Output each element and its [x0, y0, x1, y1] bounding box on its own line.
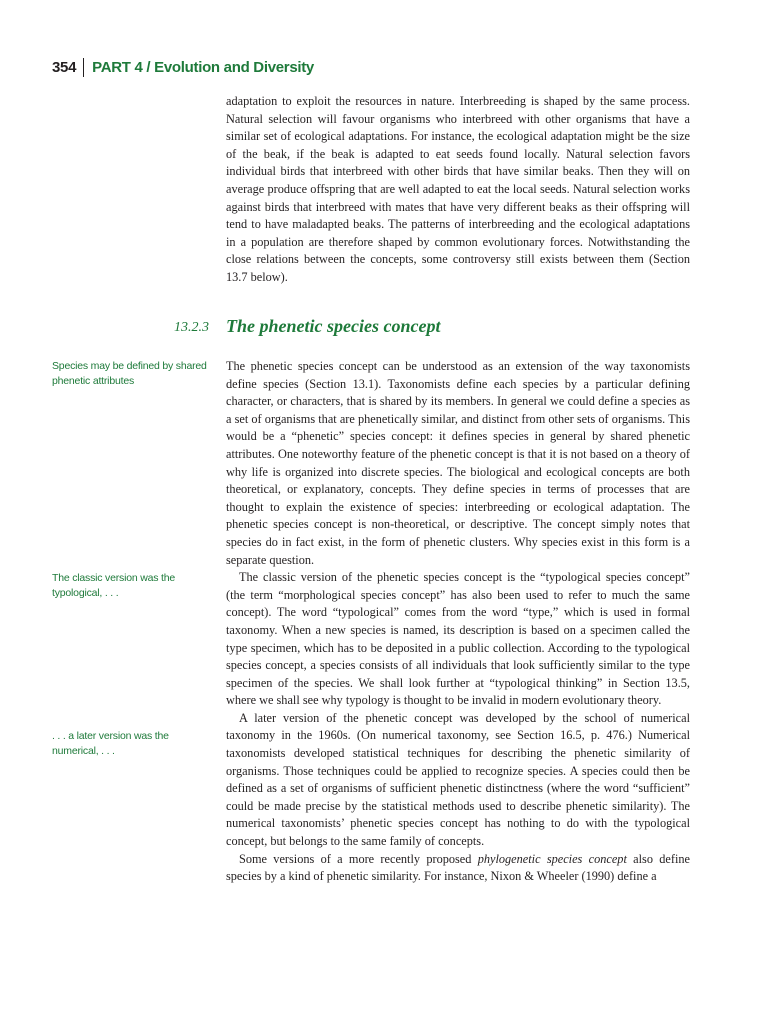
paragraph-phenetic-intro: The phenetic species concept can be understood as an extension of the way taxonomists define species (Section 13.1). Taxonomists define each species by a particular defining character, or characters, that is shared by its members. In general we could define a species as a set of organisms that are phenetically similar, and distinct from other sets of organisms. This would be a “phenetic” species concept: it defines species in general by shared phenetic attributes. One noteworthy feature of the phenetic concept is that it is not based on a theory of why life is organized into discrete species. The biological and ecological concepts are both theoretical, or explanatory, concepts. They define species in terms of processes that are thought to explain the existence of species: interbreeding or ecological adaptation. The phenetic species concept is non-theoretical, or descriptive. The concept simply notes that species do in fact exist, in the form of phenetic clusters. Why species exist in this form is a separate question. [226, 359, 690, 567]
section-number: 13.2.3 [174, 320, 209, 335]
paragraph-numerical: A later version of the phenetic concept was developed by the school of numerical taxonomy in the 1960s. (On numerical taxonomy, see Section 16.5, p. 476.) Numerical taxonomists developed statistical techniques for describing the phenetic similarity of organisms. Those techniques could be applied to recognize species. A species could then be defined as a set of organisms of sufficient phenetic distinctness (where the word “sufficient” could be made precise by the statistical methods used to describe phenetic similarity). The numerical taxonomists’ phenetic species concept has nothing to do with the typological concept, but belongs to the same family of concepts. [226, 710, 690, 849]
paragraph-typological: The classic version of the phenetic species concept is the “typological species concept” (the term “morphological species concept” has also been used to refer to much the same concept). The word “typological” comes from the word “type,” which is used in formal taxonomy. When a new species is named, its description is based on a specimen called the type specimen, which has to be deposited in a public collection. According to the typological species concept, a species consists of all individuals that look sufficiently similar to the type specimen of the species. We shall look further at “typological thinking” in Section 13.5, where we shall see why typology is thought to be invalid in modern evolutionary theory. [226, 570, 690, 708]
margin-note-typological: The classic version was the typological, . . . [52, 572, 175, 599]
running-header [52, 56, 314, 78]
paragraph-phylogenetic-start: Some versions of a more recently proposed [239, 851, 478, 866]
section-title: The phenetic species concept [226, 316, 441, 336]
paragraph-phylogenetic [226, 851, 690, 886]
margin-note-phenetic-attributes: Species may be defined by shared phenetic attributes [52, 360, 207, 387]
intro-paragraph: adaptation to exploit the resources in nature. Interbreeding is shaped by the same process. Natural selection will favour organisms who interbreed with other organisms that have a similar set of ecological adaptations. For instance, the ecological adaptation might be the size of the beak, if the beak is adapted to eat seeds found locally. Natural selection favors individual birds that interbreed with other birds that have similar beaks. Then they will on average produce offspring that are well adapted to eat the local seeds. Natural selection works against birds that interbreed with mates that have very different beaks as their offspring will tend to have maladapted beaks. The patterns of interbreeding and the ecological adaptations in a population are therefore shaped by common evolutionary forces. Notwithstanding the close relations between the concepts, some controversy still exists between them (Section 13.7 below). [226, 94, 690, 284]
section-body [226, 358, 690, 886]
margin-note-numerical: . . . a later version was the numerical, . . . [52, 730, 169, 757]
paragraph-phylogenetic-end: also define species by a kind of phenetic similarity. For instance, Nixon & Wheeler (1990) define a [226, 851, 691, 884]
part-title: PART 4 / Evolution and Diversity [92, 58, 314, 76]
page-number: 354 [52, 58, 77, 76]
intro-text-block [226, 93, 690, 287]
phylogenetic-term: phylogenetic species concept [477, 851, 627, 866]
header-divider [83, 58, 84, 77]
